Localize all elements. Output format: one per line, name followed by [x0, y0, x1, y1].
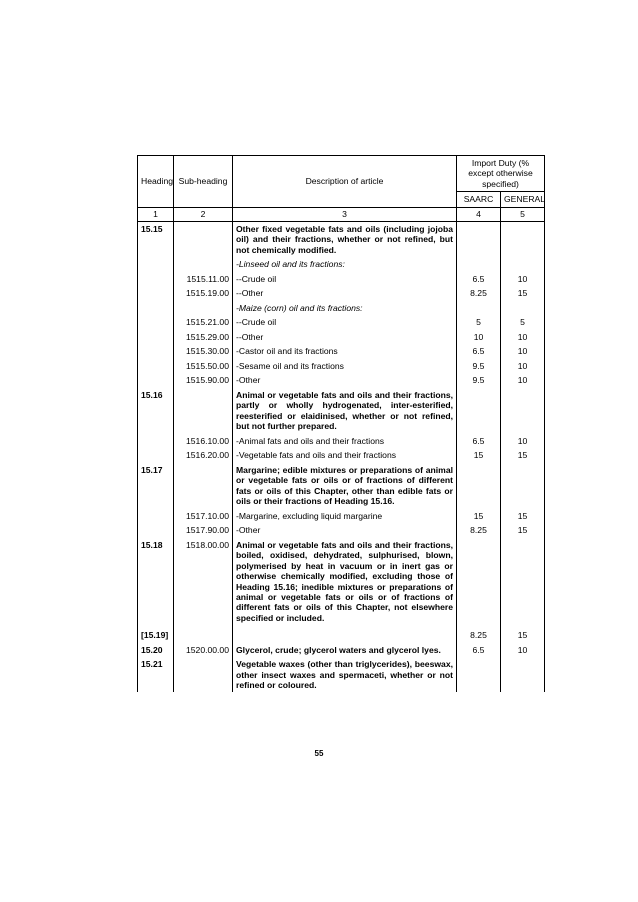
general-duty: 15 [501, 286, 545, 300]
saarc-duty [457, 657, 501, 692]
column-number: 4 [457, 208, 501, 221]
saarc-duty: 15 [457, 448, 501, 462]
subheading-code [174, 221, 233, 257]
heading-number: 15.16 [138, 388, 174, 434]
saarc-duty: 6.5 [457, 344, 501, 358]
general-duty [501, 301, 545, 315]
general-duty [501, 463, 545, 509]
article-description: -Maize (corn) oil and its fractions: [233, 301, 457, 315]
article-description: Margarine; edible mixtures or preparations of animal or vegetable fats or oils or of fractions of different fats or oils of this Chapter, other than edible fats or oils or their fractions of Heading 15.16. [233, 463, 457, 509]
saarc-duty: 9.5 [457, 373, 501, 387]
saarc-duty: 8.25 [457, 523, 501, 537]
heading-number: 15.15 [138, 221, 174, 257]
saarc-duty: 15 [457, 509, 501, 523]
subheading-code: 1515.90.00 [174, 373, 233, 387]
column-number: 3 [233, 208, 457, 221]
article-description: -Vegetable fats and oils and their fractions [233, 448, 457, 462]
saarc-column-header: SAARC [457, 192, 501, 208]
subheading-code: 1517.90.00 [174, 523, 233, 537]
saarc-duty: 6.5 [457, 272, 501, 286]
article-description: -Other [233, 373, 457, 387]
article-description: -Margarine, excluding liquid margarine [233, 509, 457, 523]
saarc-duty [457, 257, 501, 271]
subheading-code [174, 657, 233, 692]
heading-number [138, 373, 174, 387]
column-number: 1 [138, 208, 174, 221]
article-description: Other fixed vegetable fats and oils (including jojoba oil) and their fractions, whether or not refined, but not chemically modified. [233, 221, 457, 257]
table-row [138, 643, 545, 657]
general-duty [501, 657, 545, 692]
general-duty: 10 [501, 359, 545, 373]
table-row [138, 523, 545, 537]
heading-number [138, 434, 174, 448]
table-row [138, 463, 545, 509]
subheading-code [174, 388, 233, 434]
heading-number [138, 344, 174, 358]
table-row [138, 257, 545, 271]
heading-number [138, 272, 174, 286]
general-duty: 10 [501, 373, 545, 387]
subheading-column-header: Sub-heading [174, 156, 233, 208]
heading-column-header: Heading [138, 156, 174, 208]
saarc-duty: 6.5 [457, 643, 501, 657]
subheading-code: 1515.30.00 [174, 344, 233, 358]
heading-number [138, 257, 174, 271]
general-duty [501, 221, 545, 257]
column-number: 2 [174, 208, 233, 221]
article-description: --Other [233, 330, 457, 344]
table-row [138, 538, 545, 643]
heading-number-bracketed: [15.19] [141, 630, 169, 641]
general-duty: 15 [501, 509, 545, 523]
subheading-code: 1515.21.00 [174, 315, 233, 329]
article-description: --Other [233, 286, 457, 300]
table-row [138, 509, 545, 523]
heading-number [138, 509, 174, 523]
heading-number [138, 330, 174, 344]
table-row [138, 359, 545, 373]
table-row [138, 373, 545, 387]
article-description: Glycerol, crude; glycerol waters and glycerol lyes. [233, 643, 457, 657]
subheading-code: 1516.10.00 [174, 434, 233, 448]
table-row [138, 286, 545, 300]
article-description: -Castor oil and its fractions [233, 344, 457, 358]
table-row [138, 301, 545, 315]
subheading-code: 1520.00.00 [174, 643, 233, 657]
subheading-code [174, 257, 233, 271]
general-duty: 10 [501, 272, 545, 286]
article-description: Vegetable waxes (other than triglycerides), beeswax, other insect waxes and spermaceti, whether or not refined or coloured. [233, 657, 457, 692]
table-row [138, 272, 545, 286]
saarc-duty [457, 301, 501, 315]
subheading-code [174, 301, 233, 315]
table-row [138, 315, 545, 329]
article-description: -Linseed oil and its fractions: [233, 257, 457, 271]
saarc-duty: 5 [457, 315, 501, 329]
article-description: Animal or vegetable fats and oils and their fractions, boiled, oxidised, dehydrated, sulphurised, blown, polymerised by heat in vacuum or in inert gas or otherwise chemically modified, excluding those of Heading 15.16; inedible mixtures or preparations of animal or vegetable fats or oils or of fractions of different fats or oils of this Chapter, not elsewhere specified or included. [233, 538, 457, 643]
description-column-header: Description of article [233, 156, 457, 208]
heading-number [138, 359, 174, 373]
saarc-duty [457, 463, 501, 509]
saarc-duty: 8.25 [457, 538, 501, 643]
table-row [138, 388, 545, 434]
subheading-code: 1515.11.00 [174, 272, 233, 286]
general-duty: 5 [501, 315, 545, 329]
column-number: 5 [501, 208, 545, 221]
heading-number: 15.18 [141, 539, 163, 550]
subheading-code: 1517.10.00 [174, 509, 233, 523]
article-description: -Sesame oil and its fractions [233, 359, 457, 373]
article-description: -Animal fats and oils and their fractions [233, 434, 457, 448]
saarc-duty [457, 388, 501, 434]
article-description: --Crude oil [233, 272, 457, 286]
heading-number [138, 315, 174, 329]
general-duty: 15 [501, 523, 545, 537]
table-row [138, 657, 545, 692]
general-duty [501, 257, 545, 271]
subheading-code: 1515.19.00 [174, 286, 233, 300]
table-row [138, 448, 545, 462]
heading-number [138, 286, 174, 300]
general-duty [501, 388, 545, 434]
subheading-code: 1518.00.00 [174, 538, 233, 643]
import-duty-header: Import Duty (% except otherwise specified) [457, 156, 545, 192]
table-row [138, 344, 545, 358]
heading-number: 15.17 [138, 463, 174, 509]
general-column-header: GENERAL [501, 192, 545, 208]
general-duty: 10 [501, 434, 545, 448]
saarc-duty: 6.5 [457, 434, 501, 448]
tariff-table [137, 155, 545, 692]
article-description: --Crude oil [233, 315, 457, 329]
article-description: Animal or vegetable fats and oils and their fractions, partly or wholly hydrogenated, inter-esterified, reesterified or elaidinised, whether or not refined, but not further prepared. [233, 388, 457, 434]
table-row [138, 221, 545, 257]
table-row [138, 330, 545, 344]
page-number: 55 [314, 749, 324, 758]
saarc-duty: 10 [457, 330, 501, 344]
saarc-duty: 9.5 [457, 359, 501, 373]
heading-number: 15.21 [138, 657, 174, 692]
heading-number [138, 301, 174, 315]
subheading-code: 1516.20.00 [174, 448, 233, 462]
heading-number [138, 538, 174, 643]
general-duty: 15 [501, 538, 545, 643]
saarc-duty [457, 221, 501, 257]
subheading-code [174, 463, 233, 509]
general-duty: 10 [501, 330, 545, 344]
subheading-code: 1515.50.00 [174, 359, 233, 373]
article-description: -Other [233, 523, 457, 537]
general-duty: 15 [501, 448, 545, 462]
general-duty: 10 [501, 643, 545, 657]
subheading-code: 1515.29.00 [174, 330, 233, 344]
general-duty: 10 [501, 344, 545, 358]
heading-number [138, 523, 174, 537]
table-row [138, 434, 545, 448]
heading-number [138, 448, 174, 462]
saarc-duty: 8.25 [457, 286, 501, 300]
heading-number: 15.20 [138, 643, 174, 657]
